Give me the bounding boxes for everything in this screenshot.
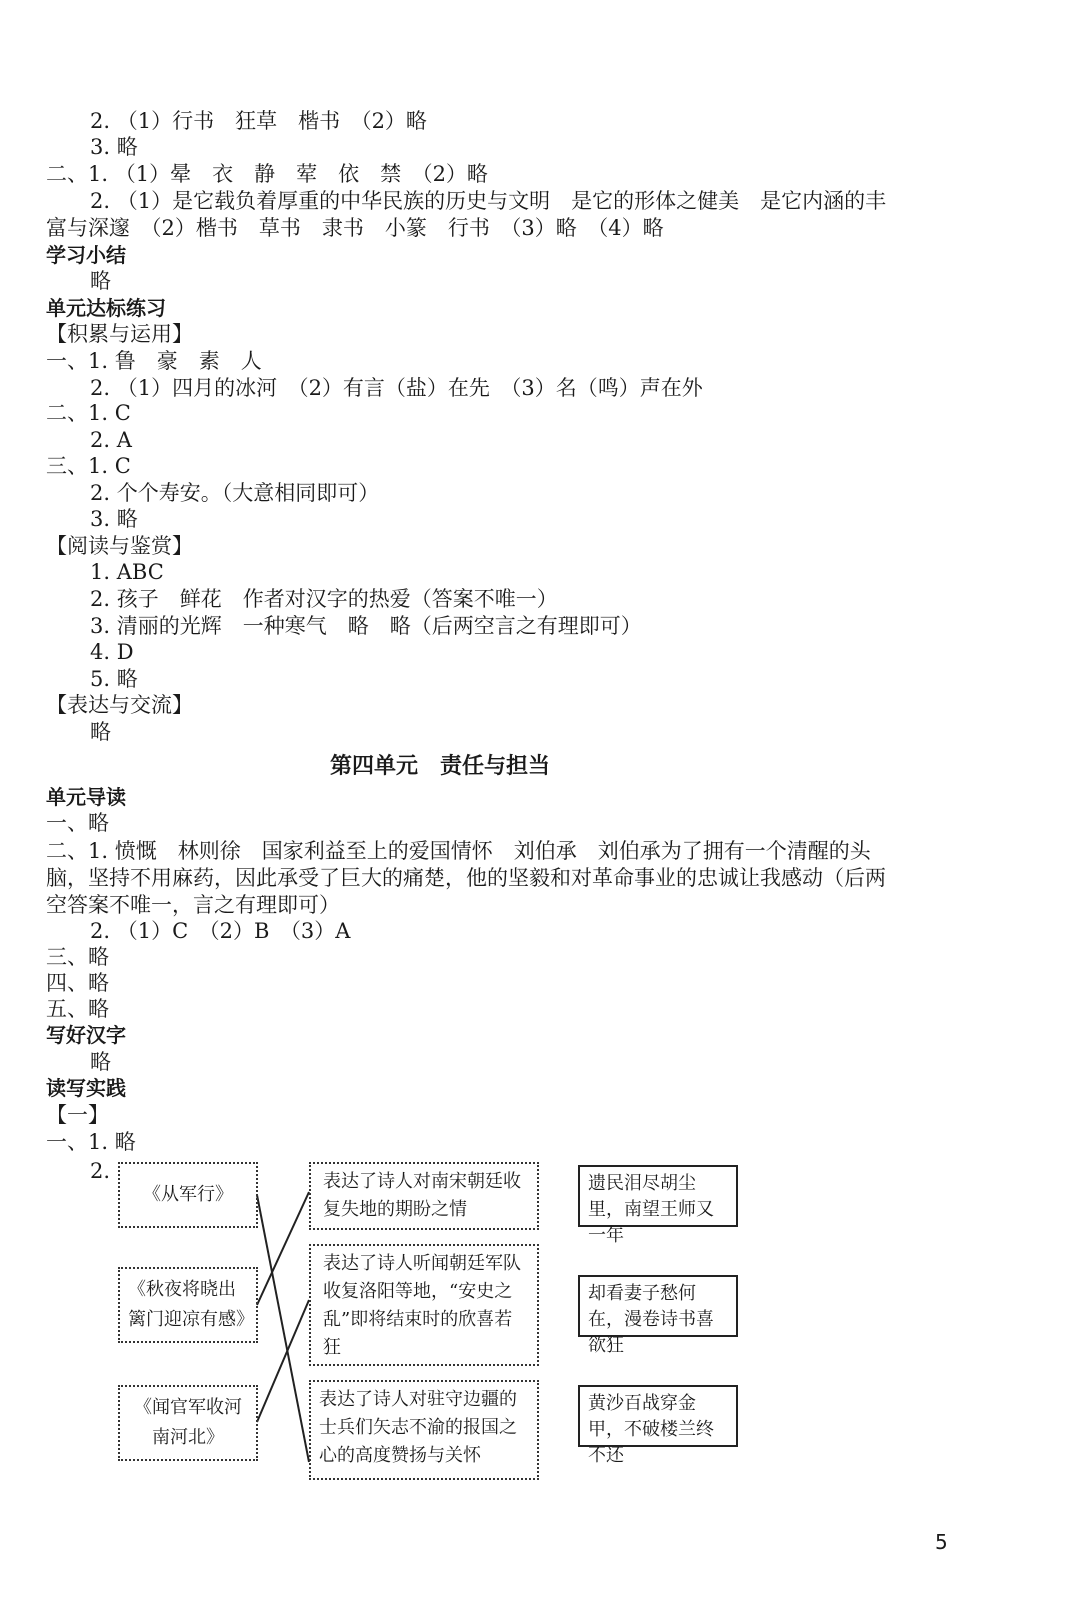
quote-box xyxy=(578,1275,738,1356)
text-line: 二、1. 愤慨 林则徐 国家利益至上的爱国情怀 刘伯承 刘伯承为了拥有一个清醒的头 xyxy=(46,839,871,863)
text-line: 略 xyxy=(90,720,111,744)
text-line: 一、略 xyxy=(46,811,109,835)
poem-title: 《闻官军收河南河北》 xyxy=(134,1397,242,1448)
subsection-heading: 【一】 xyxy=(46,1103,109,1127)
connector-line xyxy=(257,1192,309,1305)
text-line: 一、1. 略 xyxy=(46,1130,136,1154)
text-line: 五、略 xyxy=(46,997,109,1021)
poem-title: 《从军行》 xyxy=(143,1184,233,1205)
text-line: 略 xyxy=(90,1050,111,1074)
poem-title-box xyxy=(118,1267,258,1343)
text-line: 2. （1）行书 狂草 楷书 （2）略 xyxy=(90,109,427,133)
connector-line xyxy=(257,1195,309,1462)
quote-text: 却看妻子愁何在，漫卷诗书喜欲狂 xyxy=(588,1283,714,1356)
meaning-box xyxy=(309,1162,539,1230)
text-line: 二、1. （1）晕 衣 静 荤 依 禁 （2）略 xyxy=(46,162,488,186)
text-line: 富与深邃 （2）楷书 草书 隶书 小篆 行书 （3）略 （4）略 xyxy=(46,216,664,240)
text-line: 2. 孩子 鲜花 作者对汉字的热爱（答案不唯一） xyxy=(90,587,558,611)
quote-box xyxy=(578,1165,738,1246)
subsection-heading: 【阅读与鉴赏】 xyxy=(46,534,193,558)
connector-line xyxy=(257,1300,309,1422)
text-line: 3. 清丽的光辉 一种寒气 略 略（后两空言之有理即可） xyxy=(90,614,642,638)
text-line: 三、1. C xyxy=(46,454,131,478)
text-line: 5. 略 xyxy=(90,667,138,691)
section-heading: 单元达标练习 xyxy=(46,296,166,320)
unit-title: 第四单元 责任与担当 xyxy=(330,754,551,779)
text-line: 脑，坚持不用麻药，因此承受了巨大的痛楚，他的坚毅和对革命事业的忠诚让我感动（后两 xyxy=(46,866,886,890)
poem-title-box xyxy=(118,1385,258,1461)
subsection-heading: 【表达与交流】 xyxy=(46,693,193,717)
quote-text: 黄沙百战穿金甲，不破楼兰终不还 xyxy=(588,1393,714,1466)
page-number: 5 xyxy=(935,1530,948,1554)
text-line: 三、略 xyxy=(46,945,109,969)
text-line: 2. （1）四月的冰河 （2）有言（盐）在先 （3）名（鸣）声在外 xyxy=(90,376,703,400)
text-line: 2. （1）是它载负着厚重的中华民族的历史与文明 是它的形体之健美 是它内涵的丰 xyxy=(90,189,887,213)
text-line: 空答案不唯一，言之有理即可） xyxy=(46,893,340,917)
text-line: 2. 个个寿安。（大意相同即可） xyxy=(90,481,380,505)
meaning-text: 表达了诗人对南宋朝廷收复失地的期盼之情 xyxy=(323,1171,521,1220)
quote-text: 遗民泪尽胡尘里，南望王师又一年 xyxy=(588,1173,714,1246)
meaning-text: 表达了诗人对驻守边疆的士兵们矢志不渝的报国之心的高度赞扬与关怀 xyxy=(319,1389,517,1466)
text-line: 略 xyxy=(90,269,111,293)
poem-title: 《秋夜将晓出篱门迎凉有感》 xyxy=(128,1279,254,1330)
meaning-box xyxy=(309,1244,539,1366)
text-line: 二、1. C xyxy=(46,401,131,425)
section-heading: 读写实践 xyxy=(46,1076,126,1100)
text-line: 3. 略 xyxy=(90,507,138,531)
section-heading: 写好汉字 xyxy=(46,1023,126,1047)
text-line: 4. D xyxy=(90,640,134,664)
section-heading: 单元导读 xyxy=(46,785,126,809)
poem-title-box xyxy=(118,1162,258,1228)
text-line: 2. A xyxy=(90,428,132,452)
text-line: 一、1. 鲁 豪 素 人 xyxy=(46,349,262,373)
meaning-text: 表达了诗人听闻朝廷军队收复洛阳等地，“安史之乱”即将结束时的欣喜若狂 xyxy=(323,1253,521,1358)
text-line: 1. ABC xyxy=(90,560,164,584)
quote-box xyxy=(578,1385,738,1466)
text-line: 2. （1）C （2）B （3）A xyxy=(90,919,351,943)
meaning-box xyxy=(309,1380,539,1480)
section-heading: 学习小结 xyxy=(46,243,126,267)
text-line: 3. 略 xyxy=(90,135,138,159)
text-line: 四、略 xyxy=(46,971,109,995)
text-line: 2. xyxy=(90,1159,111,1183)
subsection-heading: 【积累与运用】 xyxy=(46,322,193,346)
